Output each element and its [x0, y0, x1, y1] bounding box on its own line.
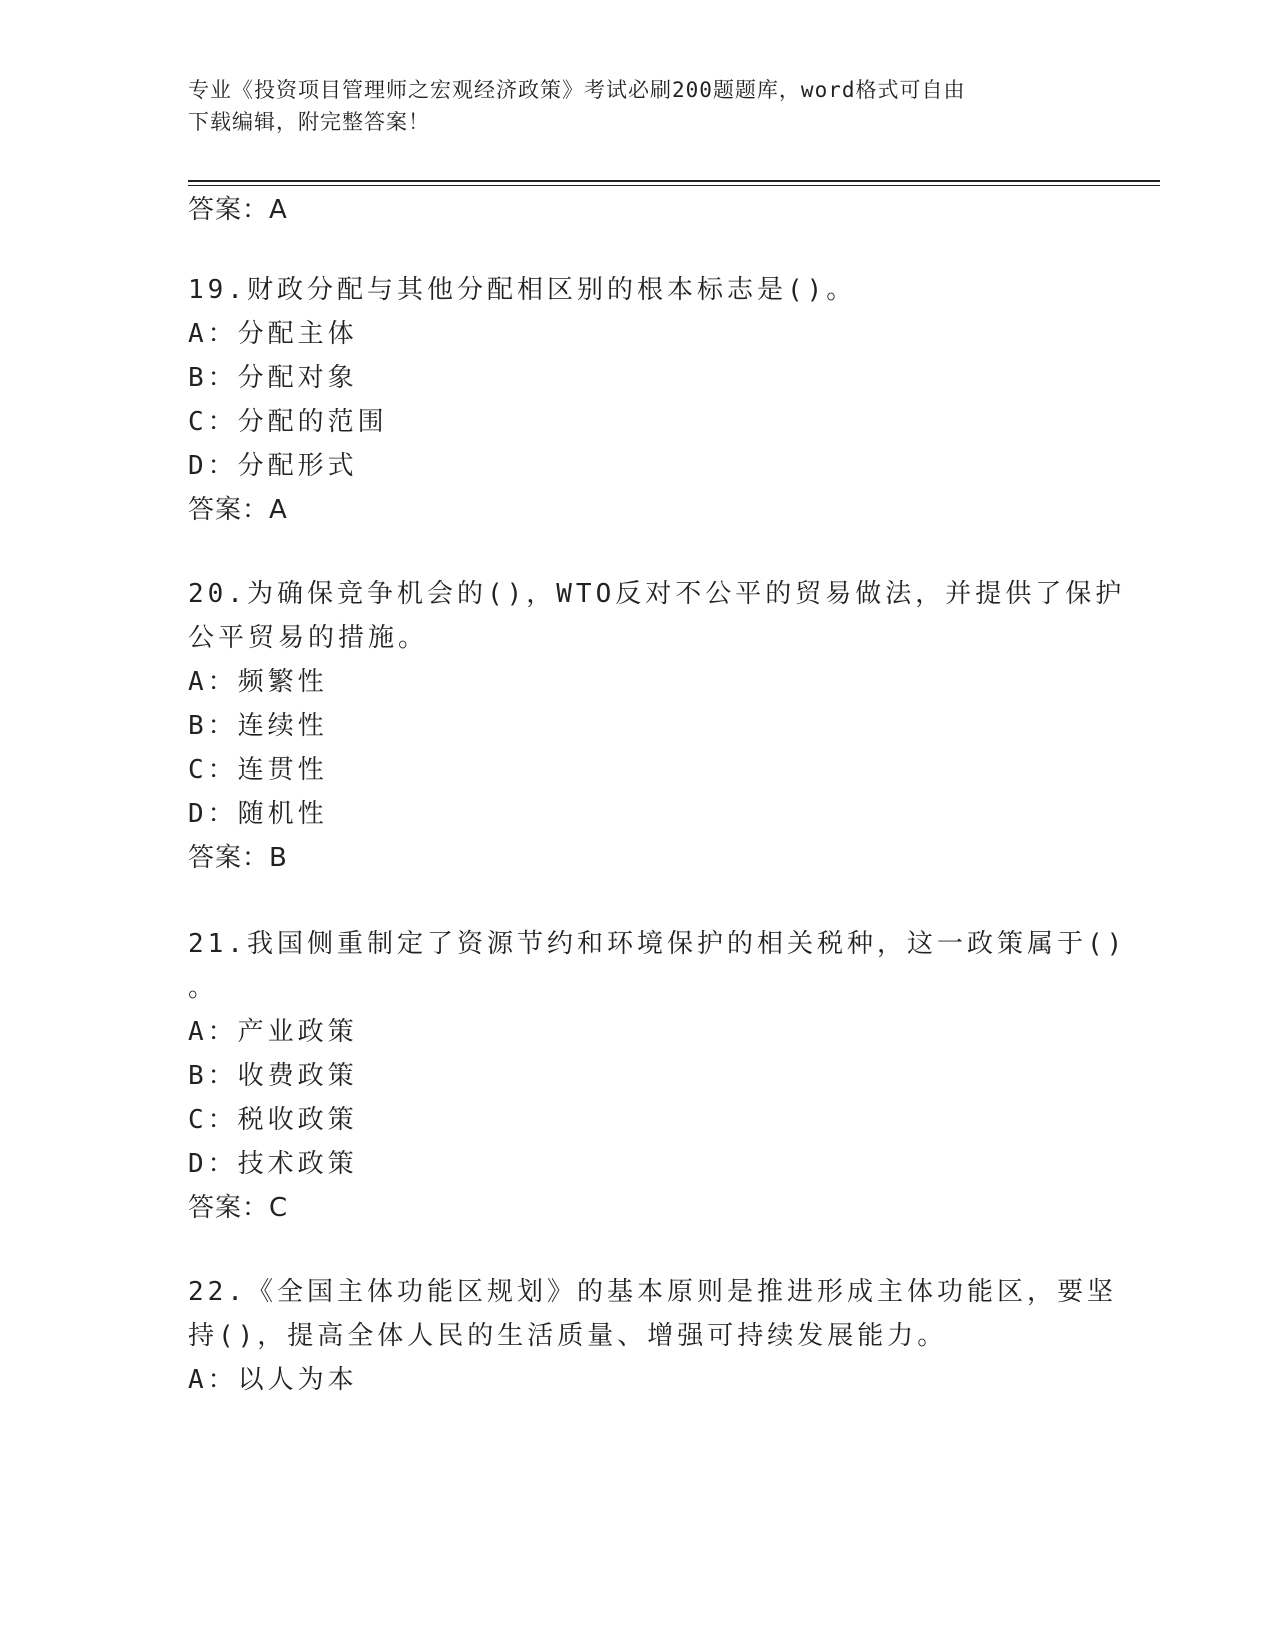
question-22-option-a: A：以人为本 [188, 1365, 358, 1395]
header-line-2: 下载编辑，附完整答案！ [188, 110, 430, 134]
question-20-answer: 答案：B [188, 843, 288, 873]
question-21-stem-line-2: 。 [188, 973, 219, 1003]
question-20-option-d: D：随机性 [188, 799, 328, 829]
question-19-option-c: C：分配的范围 [188, 407, 388, 437]
question-20-stem-line-1: 20.为确保竞争机会的()，WTO反对不公平的贸易做法，并提供了保护 [188, 579, 1126, 609]
question-20-option-a: A：频繁性 [188, 667, 328, 697]
question-19-option-d: D：分配形式 [188, 451, 358, 481]
question-19-stem: 19.财政分配与其他分配相区别的根本标志是()。 [188, 275, 857, 305]
question-21-option-a: A：产业政策 [188, 1017, 358, 1047]
question-22-stem-line-2: 持()，提高全体人民的生活质量、增强可持续发展能力。 [188, 1321, 948, 1351]
question-19-answer: 答案：A [188, 495, 288, 525]
header-divider-thin [188, 185, 1160, 186]
question-21-option-c: C：税收政策 [188, 1105, 358, 1135]
question-21-option-b: B：收费政策 [188, 1061, 358, 1091]
question-19-option-a: A：分配主体 [188, 319, 358, 349]
header-divider-thick [188, 180, 1160, 182]
question-21-option-d: D：技术政策 [188, 1149, 358, 1179]
document-header [188, 74, 1068, 138]
question-21-answer: 答案：C [188, 1193, 289, 1223]
question-19-option-b: B：分配对象 [188, 363, 358, 393]
question-21-stem-line-1: 21.我国侧重制定了资源节约和环境保护的相关税种，这一政策属于() [188, 929, 1127, 959]
question-20-option-b: B：连续性 [188, 711, 328, 741]
answer-line: 答案：A [188, 195, 288, 225]
question-22-stem-line-1: 22.《全国主体功能区规划》的基本原则是推进形成主体功能区，要坚 [188, 1277, 1117, 1307]
question-20-option-c: C：连贯性 [188, 755, 328, 785]
question-20-stem-line-2: 公平贸易的措施。 [188, 623, 429, 653]
header-line-1: 专业《投资项目管理师之宏观经济政策》考试必刷200题题库，word格式可自由 [188, 78, 966, 102]
